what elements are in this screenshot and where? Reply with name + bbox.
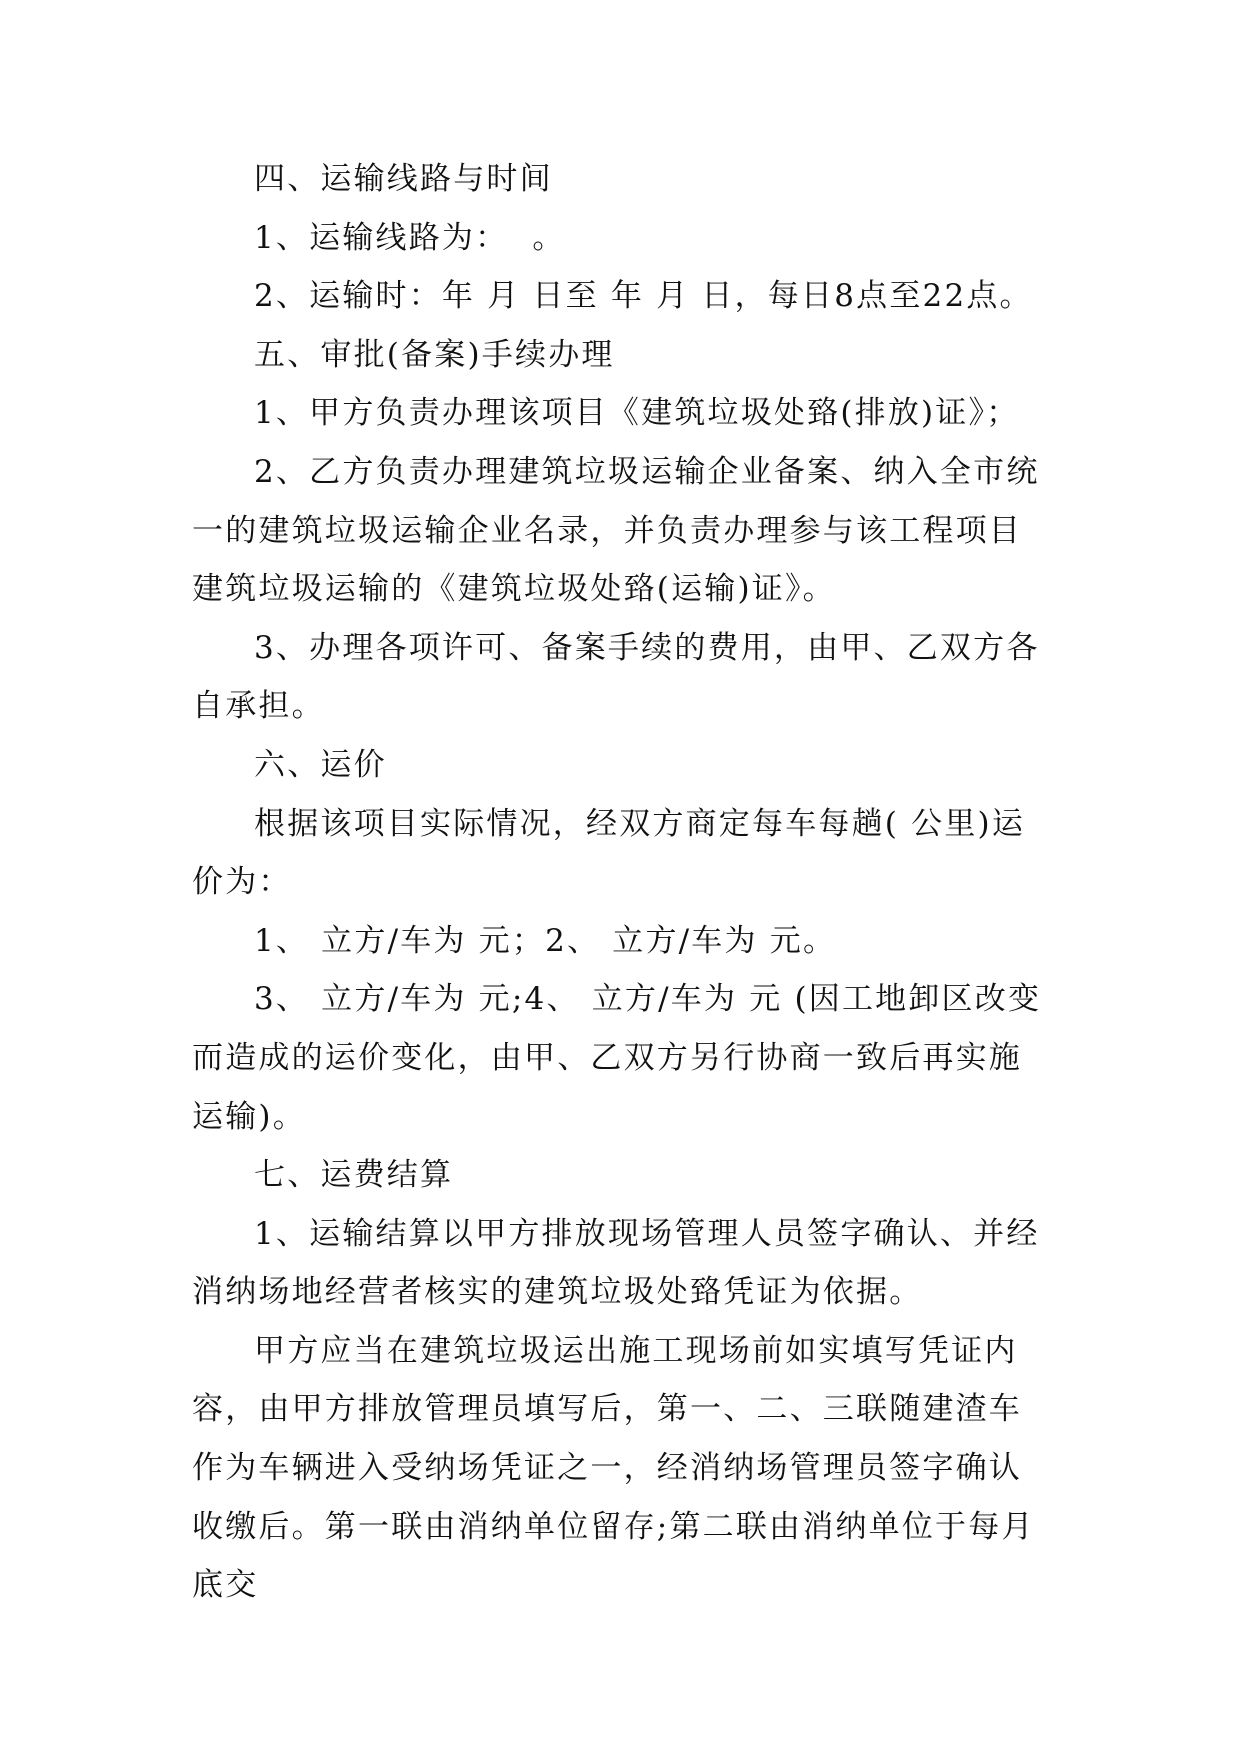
paragraph-transport-time: 2、运输时：年 月 日至 年 月 日，每日8点至22点。 — [254, 278, 1033, 315]
paragraph-approval-fees: 3、办理各项许可、备案手续的费用，由甲、乙双方各自承担。 — [192, 629, 1040, 725]
paragraph-settlement-voucher: 甲方应当在建筑垃圾运出施工现场前如实填写凭证内容，由甲方排放管理员填写后，第一、二、三联随建渣车作为车辆进入受纳场凭证之一，经消纳场管理员签字确认收缴后。第一联由消纳单位留存;第二联由消纳单位于每月底交 — [192, 1332, 1035, 1604]
paragraph-settlement-basis: 1、运输结算以甲方排放现场管理人员签字确认、并经消纳场地经营者核实的建筑垃圾处臵凭证为依据。 — [192, 1215, 1040, 1311]
document-body — [192, 150, 1052, 1615]
paragraph-price-items-1-2: 1、 立方/车为 元；2、 立方/车为 元。 — [254, 922, 837, 959]
paragraph-price-intro: 根据该项目实际情况，经双方商定每车每趟( 公里)运价为： — [192, 805, 1026, 901]
paragraph-route: 1、运输线路为： 。 — [254, 219, 566, 256]
paragraph-price-items-3-4: 3、 立方/车为 元;4、 立方/车为 元 (因工地卸区改变而造成的运价变化，由甲、乙双方另行协商一致后再实施运输)。 — [192, 981, 1042, 1135]
section-heading-price: 六、运价 — [254, 746, 387, 783]
section-heading-route-time: 四、运输线路与时间 — [254, 161, 553, 197]
paragraph-approval-party-b: 2、乙方负责办理建筑垃圾运输企业备案、纳入全市统一的建筑垃圾运输企业名录，并负责办理参与该工程项目建筑垃圾运输的《建筑垃圾处臵(运输)证》。 — [192, 453, 1040, 608]
paragraph-approval-party-a: 1、甲方负责办理该项目《建筑垃圾处臵(排放)证》； — [254, 395, 1020, 432]
section-heading-approval: 五、审批(备案)手续办理 — [254, 336, 615, 373]
section-heading-settlement: 七、运费结算 — [254, 1157, 454, 1194]
